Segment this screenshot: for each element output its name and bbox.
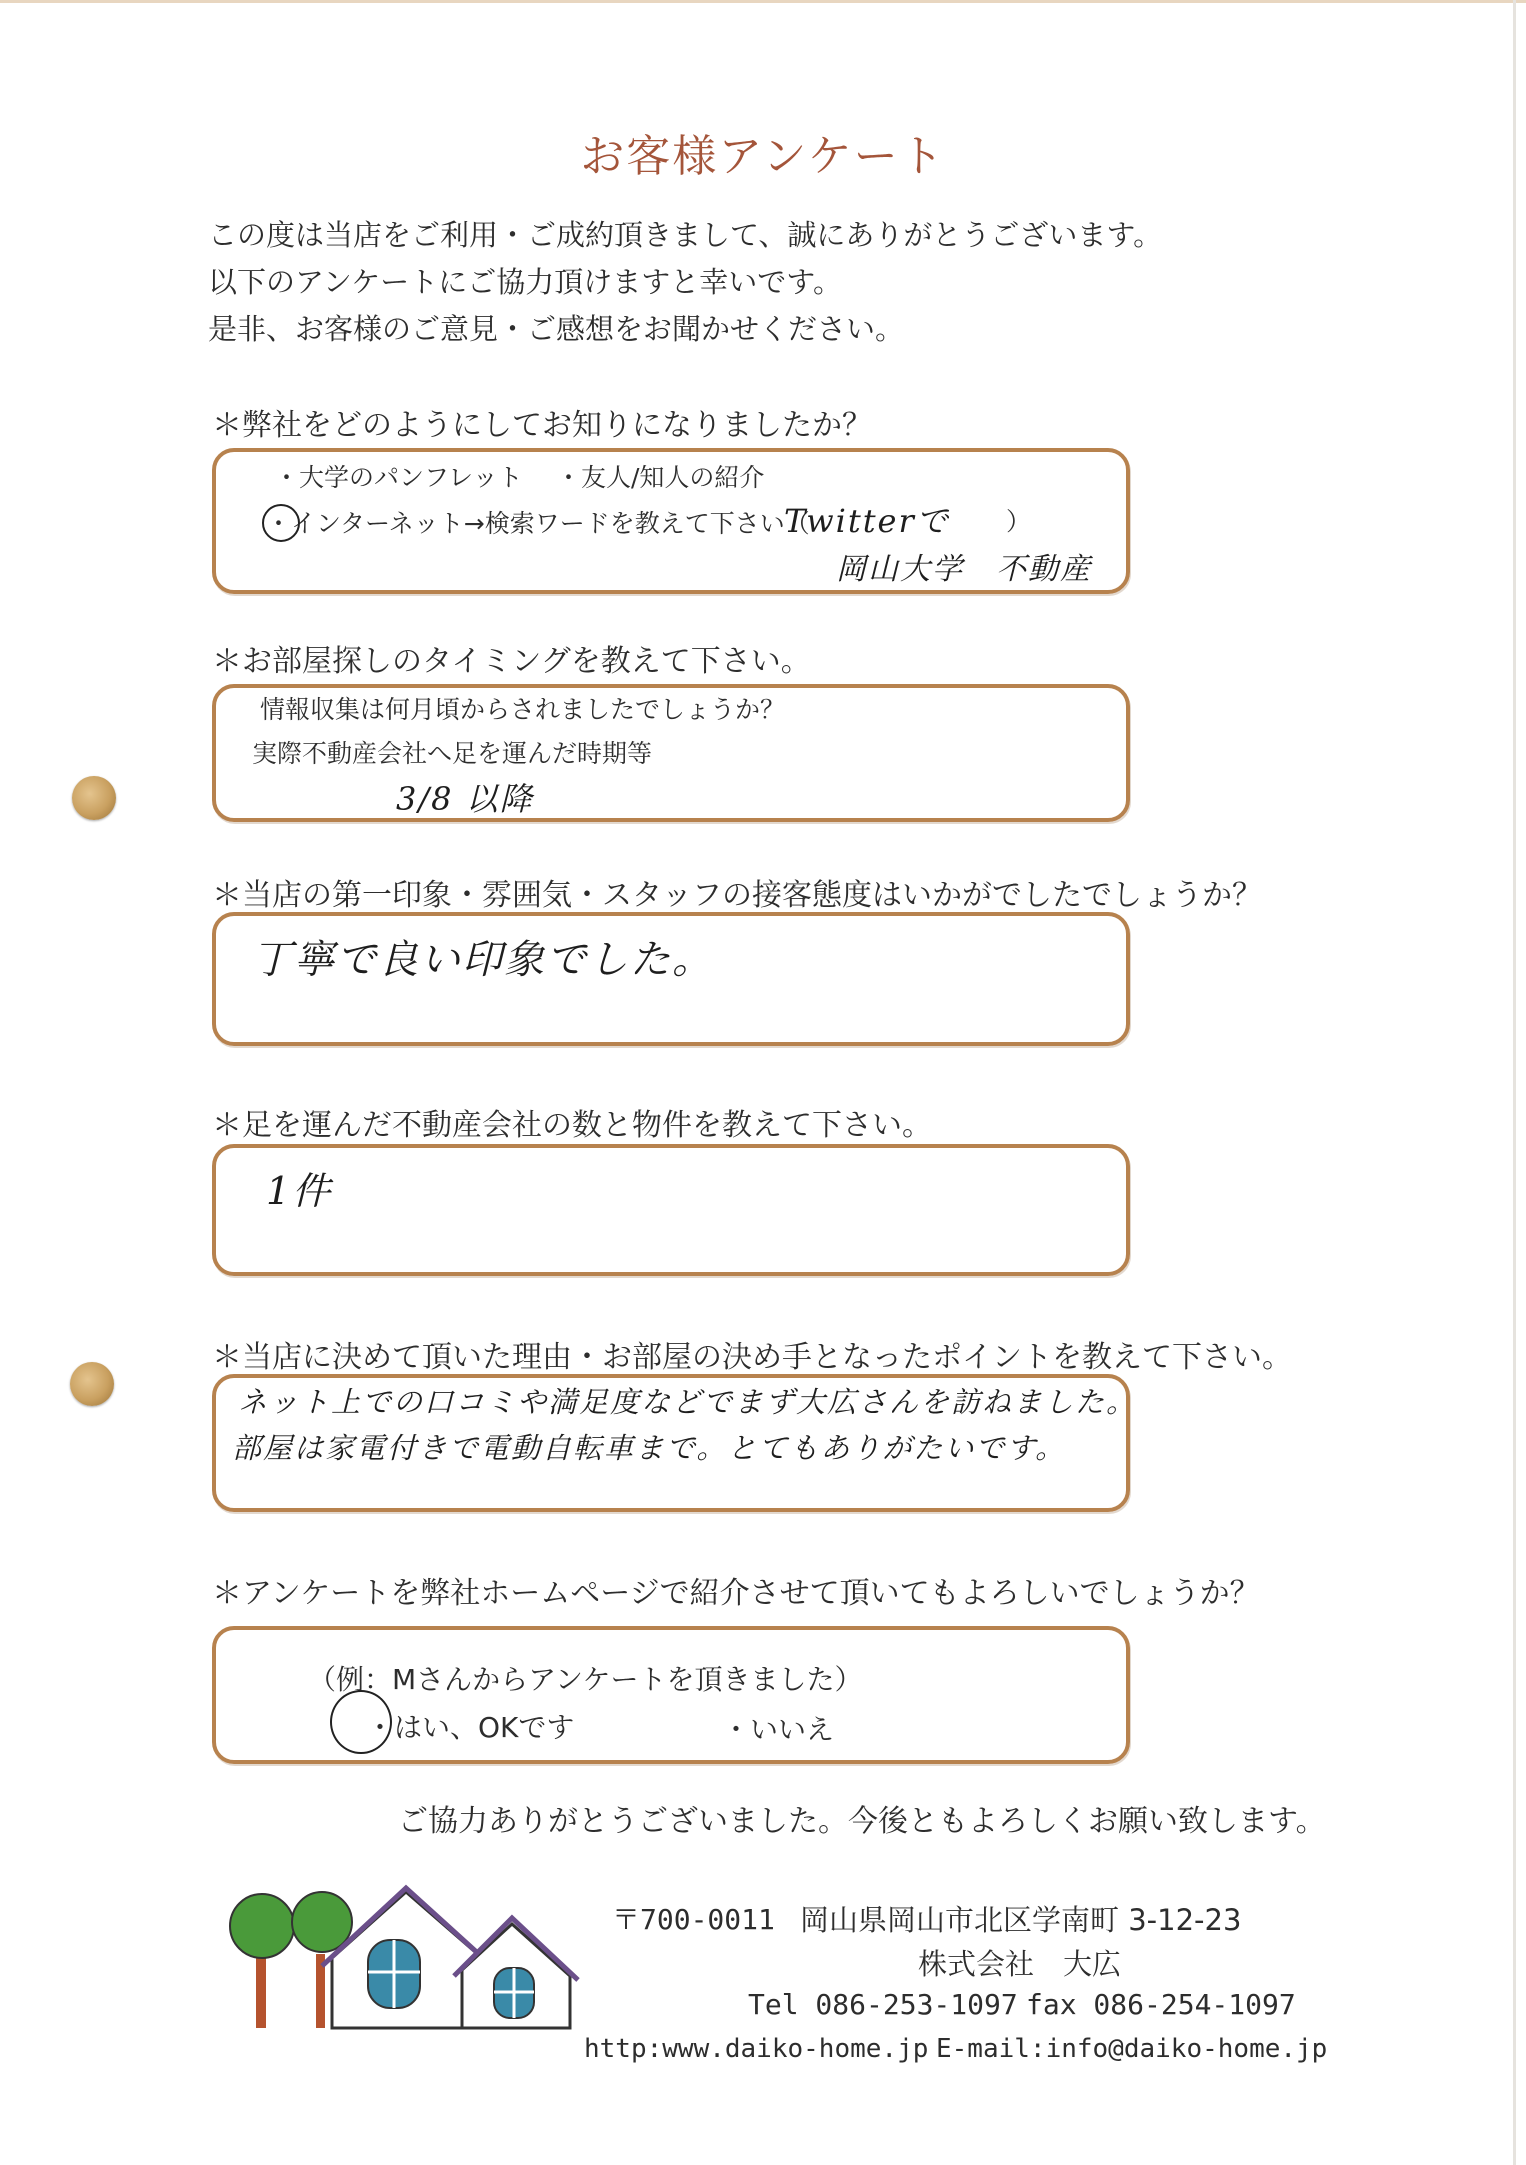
- footer-address: 岡山県岡山市北区学南町 3-12-23: [800, 1903, 1242, 1937]
- option-no: ・いいえ: [722, 1713, 835, 1746]
- footer-fax: fax 086-254-1097: [1026, 1988, 1296, 2021]
- answer-twitter: Twitterで: [784, 502, 950, 540]
- answer-box-1: [212, 448, 1130, 594]
- thanks-message: ご協力ありがとうございました。今後ともよろしくお願い致します。: [398, 1804, 1326, 1839]
- answer-impression: 丁寧で良い印象でした。: [252, 937, 714, 983]
- option-pamphlet: ・大学のパンフレット: [274, 463, 523, 492]
- selection-circle-yes: [330, 1690, 392, 1754]
- option-friend: ・友人/知人の紹介: [556, 463, 765, 492]
- binder-hole-top: [72, 776, 116, 820]
- footer-email[interactable]: E-mail:info@daiko-home.jp: [936, 2034, 1328, 2064]
- binder-hole-bottom: [70, 1362, 114, 1406]
- question-3: ＊当店の第一印象・雰囲気・スタッフの接客態度はいかがでしたでしょうか？: [212, 878, 1262, 913]
- footer-postal: 〒700-0011: [612, 1903, 775, 1936]
- option-yes: ・はい、OKです: [366, 1711, 575, 1744]
- paper-edge: [1513, 0, 1516, 2165]
- answer-box-4: [212, 1144, 1130, 1276]
- example-text: （例：Mさんからアンケートを頂きました）: [308, 1663, 863, 1696]
- question-2-sub-1: 情報収集は何月頃からされましたでしょうか？: [260, 695, 786, 724]
- question-1: ＊弊社をどのようにしてお知りになりましたか？: [212, 408, 872, 443]
- house-icon: [322, 1888, 578, 2028]
- option-internet: ・インターネット→検索ワードを教えて下さい（: [266, 509, 810, 538]
- intro-line-3: 是非、お客様のご意見・ご感想をお聞かせください。: [208, 312, 905, 346]
- intro-text: [208, 212, 1358, 353]
- answer-box-3: [212, 912, 1130, 1046]
- question-5: ＊当店に決めて頂いた理由・お部屋の決め手となったポイントを教えて下さい。: [212, 1340, 1292, 1375]
- question-2: ＊お部屋探しのタイミングを教えて下さい。: [212, 644, 811, 679]
- answer-reason-line-1: ネット上での口コミや満足度などでまず大広さんを訪ねました。: [238, 1385, 1138, 1419]
- answer-reason-line-2: 部屋は家電付きで電動自転車まで。とてもありがたいです。: [232, 1431, 1067, 1465]
- question-4: ＊足を運んだ不動産会社の数と物件を教えて下さい。: [212, 1108, 932, 1143]
- intro-line-1: この度は当店をご利用・ご成約頂きまして、誠にありがとうございます。: [208, 218, 1163, 252]
- answer-box-6: [212, 1626, 1130, 1764]
- footer-company: 株式会社 大広: [918, 1947, 1122, 1981]
- selection-circle-internet: [262, 504, 300, 542]
- answer-box-2: [212, 684, 1130, 822]
- option-internet-close: ）: [1006, 507, 1032, 536]
- page-title: お客様アンケート: [580, 131, 946, 182]
- intro-line-2: 以下のアンケートにご協力頂けますと幸いです。: [208, 265, 842, 299]
- answer-search-words: 岡山大学 不動産: [836, 552, 1092, 587]
- answer-count: 1件: [266, 1169, 333, 1213]
- question-2-sub-2: 実際不動産会社へ足を運んだ時期等: [252, 739, 653, 768]
- question-6: ＊アンケートを弊社ホームページで紹介させて頂いてもよろしいでしょうか？: [212, 1576, 1260, 1611]
- footer-url[interactable]: http:www.daiko-home.jp: [584, 2034, 929, 2064]
- footer-tel: Tel 086-253-1097: [748, 1988, 1018, 2021]
- answer-box-5: [212, 1374, 1138, 1512]
- house-logo: [222, 1880, 582, 2030]
- answer-timing: 3/8 以降: [396, 780, 534, 818]
